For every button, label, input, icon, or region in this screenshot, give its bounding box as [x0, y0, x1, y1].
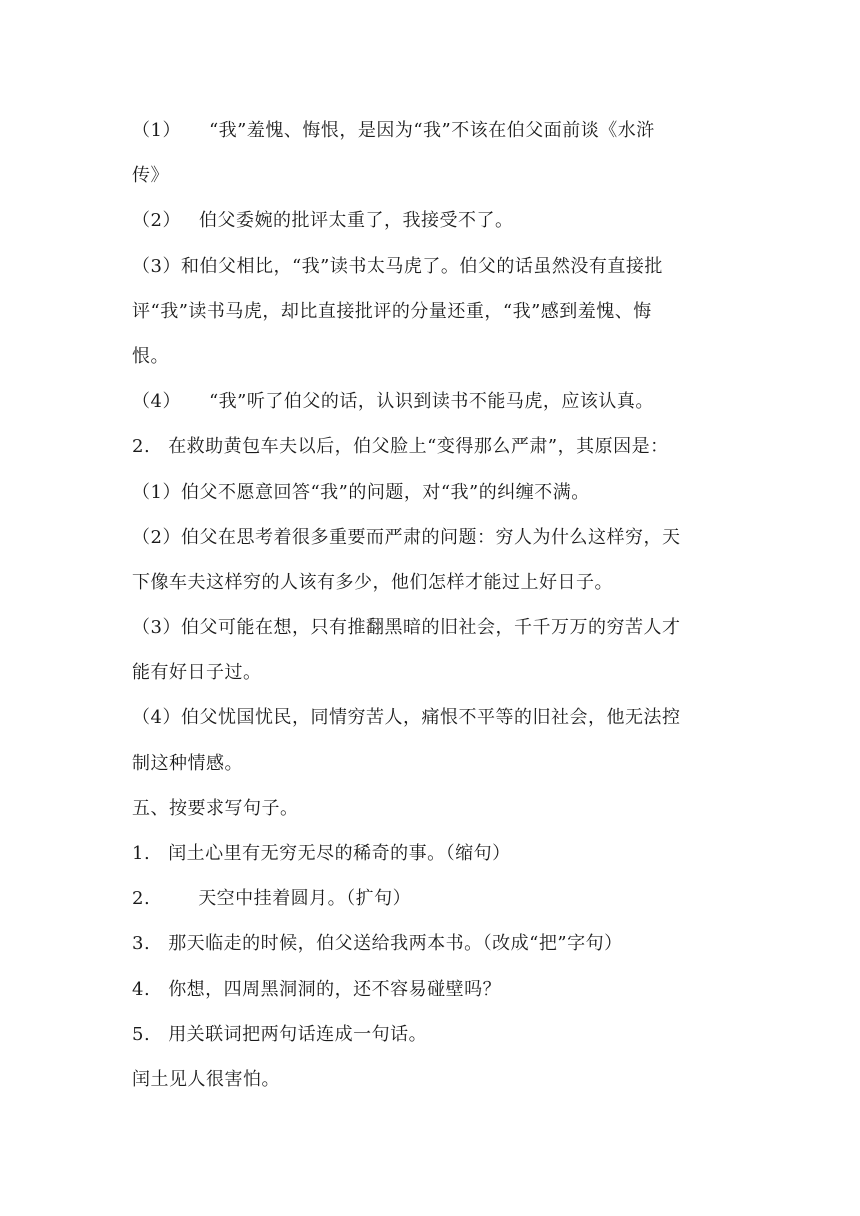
text-line [132, 108, 732, 153]
line-text: 伯父忧国忧民，同情穷苦人，痛恨不平等的旧社会，他无法控 [180, 707, 681, 729]
line-text: 伯父可能在想，只有推翻黑暗的旧社会，千千万万的穷苦人才 [180, 617, 681, 639]
text-line [132, 967, 732, 1012]
text-line [132, 1057, 732, 1102]
document-body [132, 108, 732, 1102]
section-heading [132, 786, 732, 831]
text-line [132, 289, 732, 334]
line-text: “我”听了伯父的话，认识到读书不能马虎，应该认真。 [208, 391, 654, 413]
line-text: 闰土心里有无穷无尽的稀奇的事。（缩句） [168, 843, 511, 864]
text-line [132, 560, 732, 605]
line-prefix: 2. [132, 436, 151, 458]
line-text: 评“我”读书马虎，却比直接批评的分量还重，“我”感到羞愧、悔 [132, 300, 652, 322]
text-line [132, 379, 732, 424]
line-prefix: （2） [132, 210, 181, 232]
line-prefix: 5. [132, 1023, 151, 1045]
text-line [132, 605, 732, 650]
text-line [132, 650, 732, 695]
line-prefix: （3） [132, 255, 181, 277]
text-line [132, 741, 732, 786]
line-text: 制这种情感。 [132, 752, 243, 774]
line-prefix: 3. [132, 933, 151, 955]
text-line [132, 470, 732, 515]
line-text: 你想，四周黑洞洞的，还不容易碰壁吗？ [168, 978, 502, 1000]
line-text: “我”羞愧、悔恨，是因为“我”不该在伯父面前谈《水浒 [208, 120, 655, 141]
text-line [132, 424, 732, 469]
line-text: 伯父不愿意回答“我”的问题，对“我”的纠缠不满。 [180, 481, 590, 503]
line-text: 恨。 [132, 345, 169, 367]
line-prefix: 2. [132, 888, 151, 910]
line-text: 天空中挂着圆月。（扩句） [198, 888, 412, 910]
text-line [132, 244, 732, 289]
text-line [132, 876, 732, 921]
line-text: 下像车夫这样穷的人该有多少，他们怎样才能过上好日子。 [132, 571, 613, 593]
line-prefix: （1） [132, 120, 181, 141]
line-prefix: （2） [132, 526, 181, 548]
line-prefix: （4） [132, 707, 181, 729]
line-text: 和伯父相比，“我”读书太马虎了。伯父的话虽然没有直接批 [180, 255, 663, 277]
text-line [132, 334, 732, 379]
text-line [132, 515, 732, 560]
text-line [132, 198, 732, 243]
text-line [132, 1012, 732, 1057]
line-text: 能有好日子过。 [132, 662, 262, 684]
line-prefix: （1） [132, 481, 181, 503]
line-text: 用关联词把两句话连成一句话。 [168, 1023, 428, 1045]
line-prefix: 4. [132, 978, 151, 1000]
line-prefix: （4） [132, 391, 181, 413]
text-line [132, 921, 732, 966]
line-prefix: （3） [132, 617, 181, 639]
line-text: 闰土见人很害怕。 [132, 1068, 280, 1090]
line-prefix: 1. [132, 843, 151, 864]
text-line [132, 831, 732, 876]
text-line [132, 153, 732, 198]
line-text: 伯父在思考着很多重要而严肃的问题：穷人为什么这样穷，天 [180, 526, 681, 548]
line-text: 伯父委婉的批评太重了，我接受不了。 [198, 210, 514, 232]
text-line [132, 695, 732, 740]
line-text: 传》 [132, 165, 169, 187]
line-text: 那天临走的时候，伯父送给我两本书。（改成“把”字句） [168, 933, 623, 955]
line-text: 在救助黄包车夫以后，伯父脸上“变得那么严肃”，其原因是： [168, 436, 669, 458]
line-text: 五、按要求写句子。 [132, 797, 299, 819]
